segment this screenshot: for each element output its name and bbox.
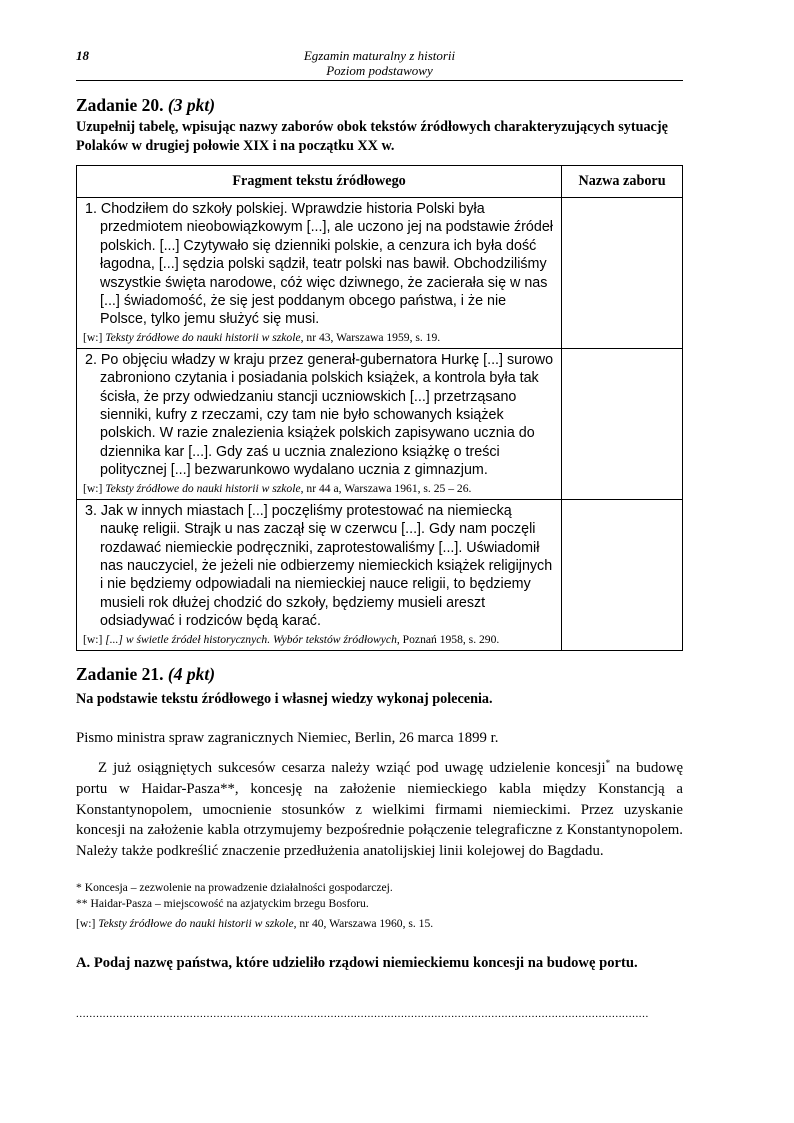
- partition-answer-cell[interactable]: [562, 499, 683, 650]
- footnote-concession: * Koncesja – zezwolenie na prowadzenie działalności gospodarczej.: [76, 881, 393, 894]
- fragment-cell: [77, 198, 562, 349]
- letter-body: Z już osiągniętych sukcesów cesarza należy wziąć pod uwagę udzielenie koncesji* na budowę portu w Haidar-Pasza**, koncesję na założenie niemieckiego kabla między Konstancją a Konstantynopolem, umocnienie stosunków z wielkimi firmami niemieckimi. Przez uzyskanie koncesji na założenie kabla otrzymujemy bezpośrednie połączenie telegraficzne z Konstantynopolem. Należy także podkreślić znaczenie przedłużenia anatolijskiej linii kolejowej do Bagdadu.: [76, 758, 684, 860]
- task-20-instruction: Uzupełnij tabelę, wpisując nazwy zaborów obok tekstów źródłowych charakteryzujących sytuację Polaków w drugiej połowie XIX i na początku XX w.: [76, 119, 668, 154]
- fragment-text: 1. Chodziłem do szkoły polskiej. Wprawdzie historia Polski była przedmiotem nieobowiązkowym [...], ale uczono jej na podstawie źródeł polskich. [...] Czytywało się dzienniki polskie, a cenzura ich była dość łagodna, [...] sędzia polski sądził, teatr polski nas bawił. Obchodziliśmy wszystkie święta narodowe, cóż więc dziwnego, że zacierała się w nas [...] świadomość, że się jest poddanym obcego państwa, i że nie Polsce, tylko jemu służyć się musi.: [85, 201, 553, 328]
- partition-answer-cell[interactable]: [562, 348, 683, 499]
- footnote-haidar-pasza: ** Haidar-Pasza – miejscowość na azjatyckim brzegu Bosforu.: [76, 897, 369, 910]
- letter-heading: Pismo ministra spraw zagranicznych Niemiec, Berlin, 26 marca 1899 r.: [76, 730, 499, 746]
- task-21-number: Zadanie 21.: [76, 664, 164, 684]
- header-line-1: Egzamin maturalny z historii: [303, 48, 456, 63]
- table-header-row: [77, 166, 683, 198]
- task-21-points: (4 pkt): [167, 664, 216, 684]
- source-table: [76, 165, 683, 651]
- page-number: 18: [76, 48, 89, 63]
- partition-answer-cell[interactable]: [562, 198, 683, 349]
- header-partition: Nazwa zaboru: [562, 166, 683, 198]
- fragment-source: [w:] Teksty źródłowe do nauki historii w szkole, nr 44 a, Warszawa 1961, s. 25 – 26.: [83, 481, 472, 495]
- fragment-text: 2. Po objęciu władzy w kraju przez generał-gubernatora Hurkę [...] surowo zabroniono czytania i posiadania polskich książek, a kontrola była tak ścisła, że przy odwiedzaniu stancji uczniowskich [...] przetrząsano sienniki, kufry z rzeczami, czy tam nie było schowanych książek polskich. W razie znalezienia książek polskich zapisywano ucznia do dziennika kar [...]. Gdy zaś u ucznia znaleziono książkę o treści politycznej [...] bezwarunkowo wydalano ucznia z gimnazjum.: [85, 351, 554, 479]
- fragment-text: 3. Jak w innych miastach [...] poczęliśmy protestować na niemiecką naukę religii. Strajk u nas zaczął się w czerwcu [...]. Gdy nam poczęli rozdawać niemieckie podręczniki, zaprotestowaliśmy [...]. Uświadomił nas nauczyciel, że jeżeli nie odbierzemy niemieckich książek religijnych i nie będziemy odpowiadali na niemieckiej nauce religii, to będziemy musieli rok dłużej chodzić do szkoły, będziemy musieli areszt odsiadywać i rodziców będą karać.: [85, 502, 553, 630]
- question-a: A. Podaj nazwę państwa, które udzieliło rządowi niemieckiemu koncesji na budowę portu.: [76, 955, 638, 971]
- table-row: [77, 198, 683, 349]
- task-20-points: (3 pkt): [167, 95, 216, 115]
- task-20-number: Zadanie 20.: [76, 95, 164, 115]
- fragment-cell: [77, 348, 562, 499]
- task-21-instruction: Na podstawie tekstu źródłowego i własnej wiedzy wykonaj polecenia.: [76, 691, 493, 707]
- task-20-title: [76, 95, 215, 116]
- task-21-title: [76, 664, 215, 685]
- fragment-source: [w:] Teksty źródłowe do nauki historii w szkole, nr 43, Warszawa 1959, s. 19.: [83, 330, 441, 344]
- fragment-source: [w:] [...] w świetle źródeł historycznych. Wybór tekstów źródłowych, Poznań 1958, s. 290.: [83, 632, 500, 646]
- header-fragment: Fragment tekstu źródłowego: [77, 166, 562, 198]
- fragment-cell: [77, 499, 562, 650]
- header-line-2: Poziom podstawowy: [326, 63, 433, 78]
- table-row: [77, 499, 683, 650]
- letter-source: [w:] Teksty źródłowe do nauki historii w szkole, nr 40, Warszawa 1960, s. 15.: [76, 917, 434, 930]
- page-header: [76, 48, 683, 81]
- table-row: [77, 348, 683, 499]
- header-title: [76, 48, 683, 78]
- answer-line[interactable]: ...........................................................................................................................................................................: [76, 1008, 649, 1020]
